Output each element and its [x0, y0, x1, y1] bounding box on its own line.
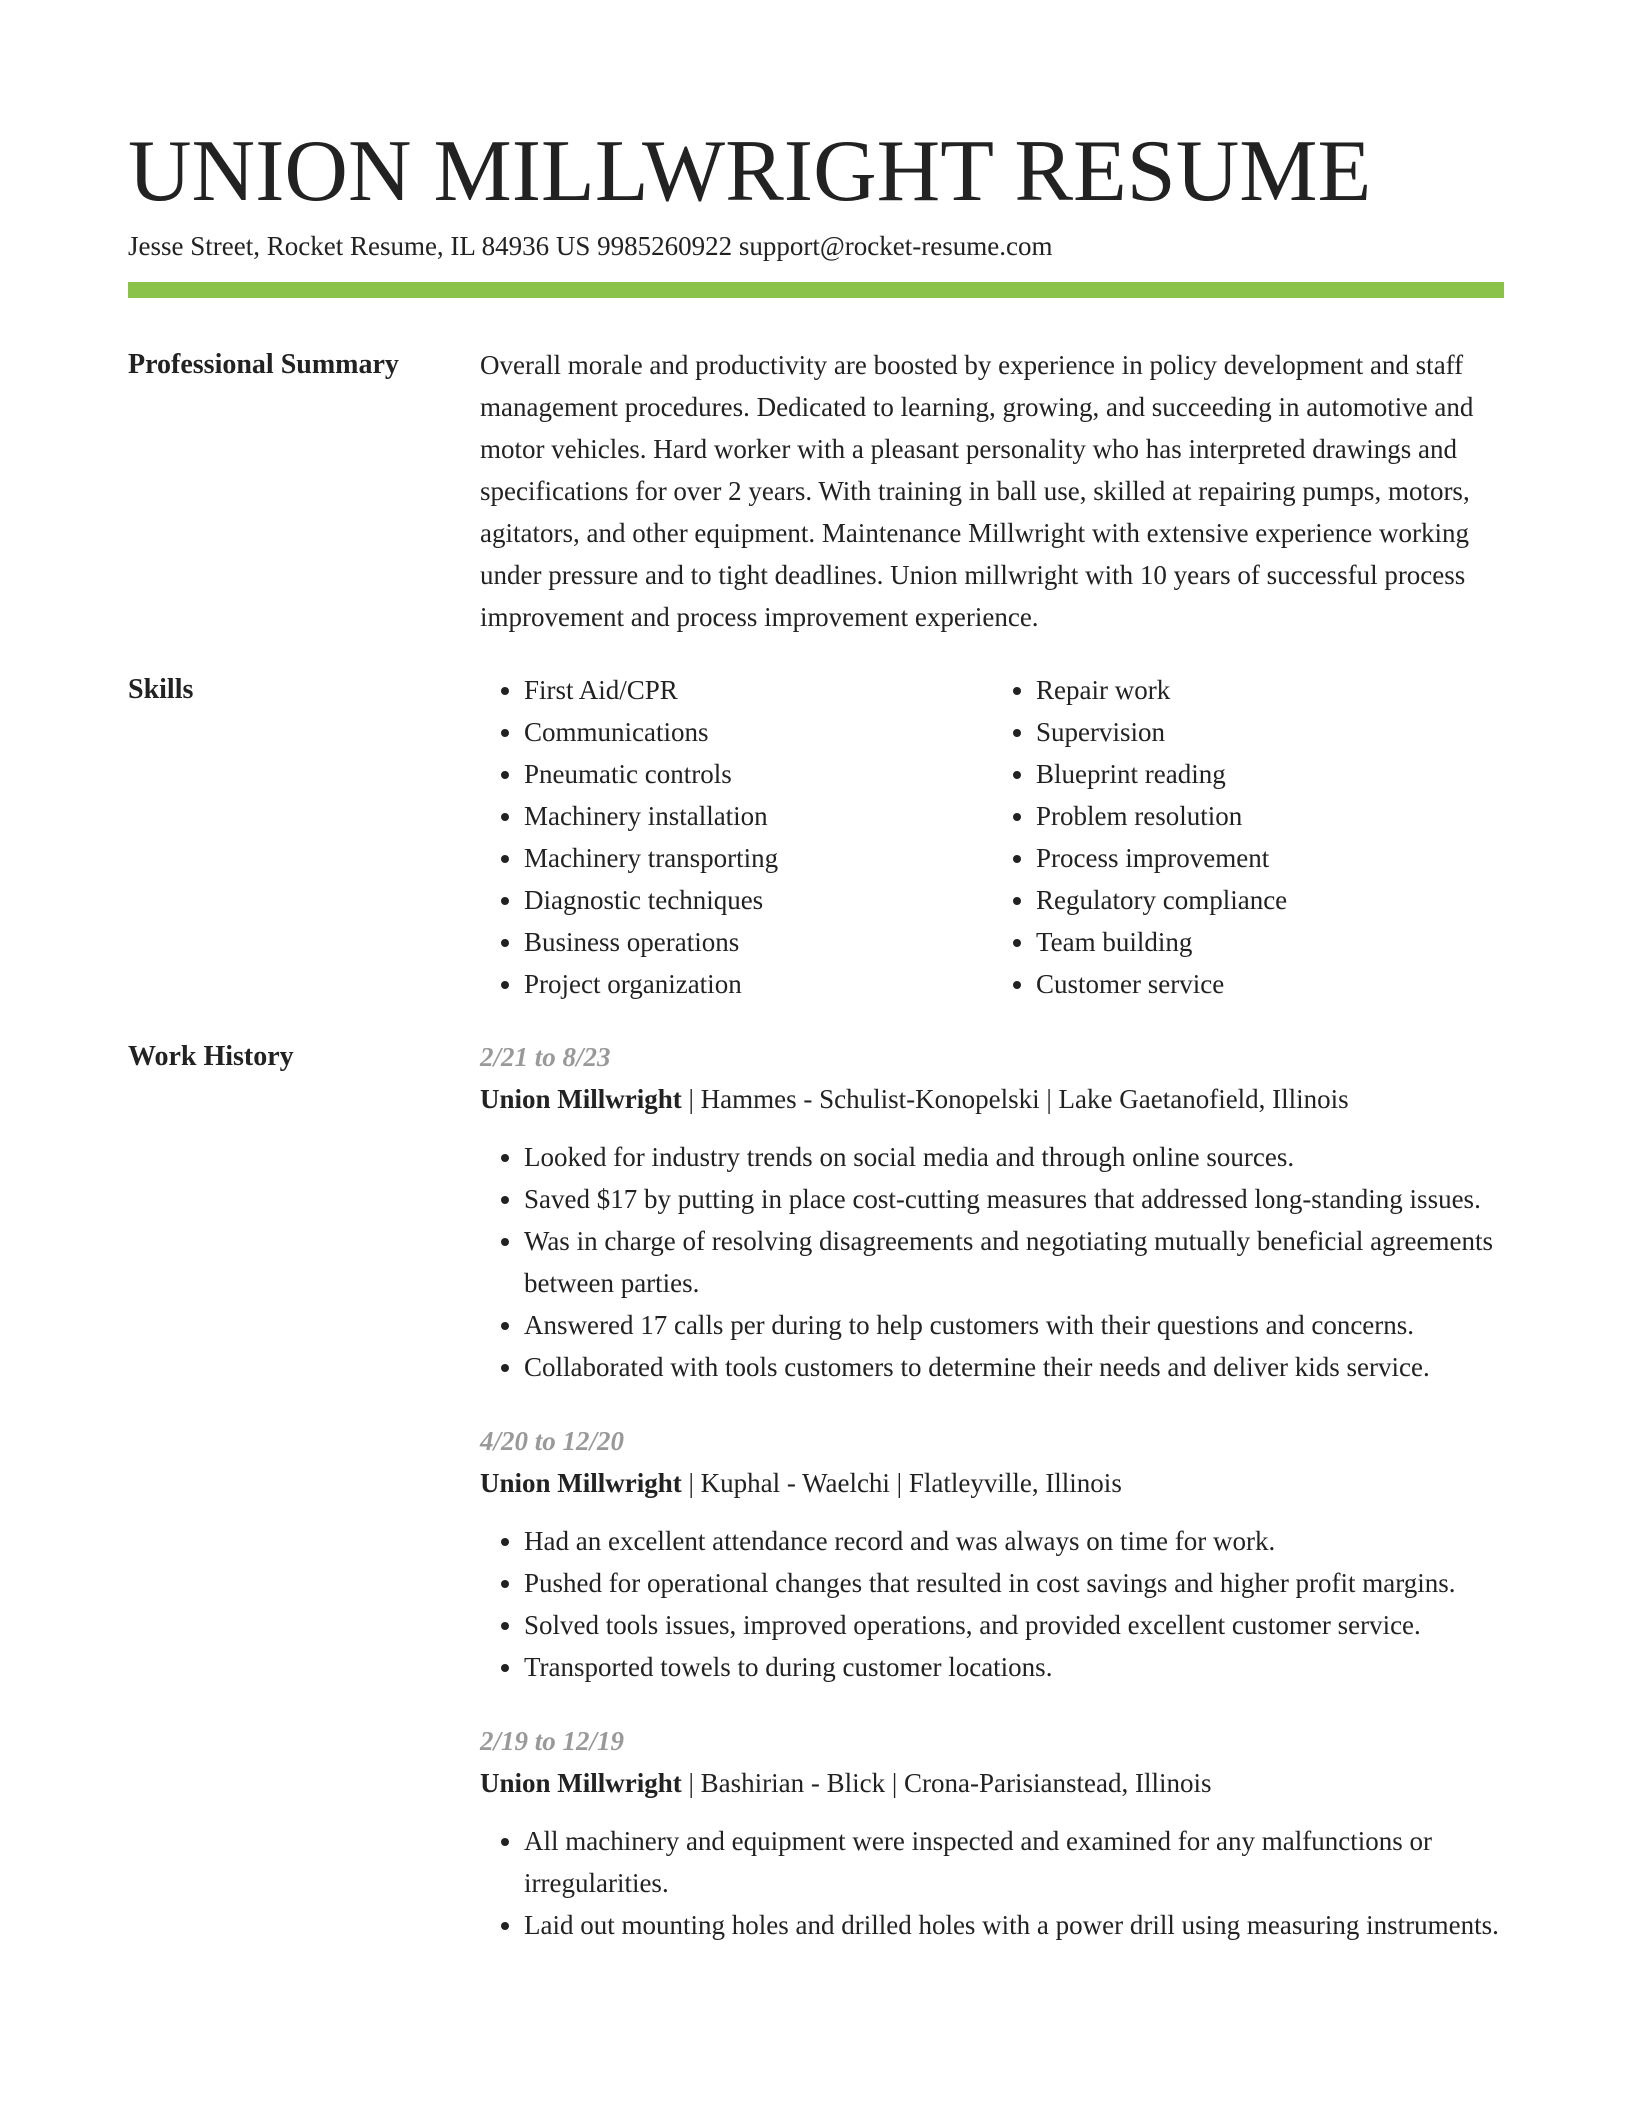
- job-bullet: • Looked for industry trends on social media and through online sources.: [524, 1136, 1504, 1178]
- job-bullet: • Laid out mounting holes and drilled holes with a power drill using measuring instruments.: [524, 1904, 1504, 1946]
- resume-title: UNION MILLWRIGHT RESUME: [128, 123, 1372, 220]
- job-bullet: • Had an excellent attendance record and was always on time for work.: [524, 1520, 1504, 1562]
- job-title: Union Millwright: [480, 1084, 682, 1114]
- skill-item: • Supervision: [1036, 711, 1504, 753]
- job-bullet: • Solved tools issues, improved operations, and provided excellent customer service.: [524, 1604, 1504, 1646]
- job-bullet: • Collaborated with tools customers to determine their needs and deliver kids service.: [524, 1346, 1504, 1388]
- skill-item: • Pneumatic controls: [524, 753, 992, 795]
- skills-list-left: [480, 669, 992, 1005]
- summary-heading: Professional Summary: [128, 349, 399, 380]
- job-bullet: • All machinery and equipment were inspected and examined for any malfunctions or irregularities.: [524, 1820, 1504, 1904]
- skill-item: • Team building: [1036, 921, 1504, 963]
- summary-text: Overall morale and productivity are boosted by experience in policy development and staff management procedures. Dedicated to learning, growing, and succeeding in automotive and motor vehicles. Hard worker with a pleasant personality who has interpreted drawings and specifications for over 2 years. With training in ball use, skilled at repairing pumps, motors, agitators, and other equipment. Maintenance Millwright with extensive experience working under pressure and to tight deadlines. Union millwright with 10 years of successful process improvement and process improvement experience.: [480, 350, 1474, 632]
- job-bullet-list: [480, 1820, 1504, 1946]
- skill-item: • First Aid/CPR: [524, 669, 992, 711]
- job-bullet: • Answered 17 calls per during to help customers with their questions and concerns.: [524, 1304, 1504, 1346]
- job-employer-location: | Bashirian - Blick | Crona-Parisianstead, Illinois: [681, 1768, 1212, 1798]
- summary-section: [128, 344, 1504, 638]
- job-employer-location: | Hammes - Schulist-Konopelski | Lake Gaetanofield, Illinois: [681, 1084, 1349, 1114]
- job-dates: 2/21 to 8/23: [480, 1042, 611, 1072]
- job-bullet-list: [480, 1520, 1504, 1688]
- skills-list-right: [992, 669, 1504, 1005]
- skill-item: • Machinery installation: [524, 795, 992, 837]
- job-employer-location: | Kuphal - Waelchi | Flatleyville, Illinois: [681, 1468, 1122, 1498]
- skills-columns: [480, 669, 1504, 1005]
- skill-item: • Customer service: [1036, 963, 1504, 1005]
- resume-page: [128, 120, 1504, 1978]
- skill-item: • Machinery transporting: [524, 837, 992, 879]
- skills-section: [128, 669, 1504, 1005]
- job-entry: [480, 1036, 1504, 1388]
- work-history-heading: Work History: [128, 1041, 294, 1072]
- job-bullet: • Transported towels to during customer locations.: [524, 1646, 1504, 1688]
- accent-divider: [128, 282, 1504, 298]
- skill-item: • Regulatory compliance: [1036, 879, 1504, 921]
- job-entry: [480, 1720, 1504, 1946]
- skill-item: • Repair work: [1036, 669, 1504, 711]
- job-dates: 2/19 to 12/19: [480, 1726, 625, 1756]
- job-heading: [480, 1078, 1504, 1120]
- skill-item: • Blueprint reading: [1036, 753, 1504, 795]
- job-title: Union Millwright: [480, 1768, 682, 1798]
- job-bullet: • Was in charge of resolving disagreements and negotiating mutually beneficial agreements between parties.: [524, 1220, 1504, 1304]
- job-dates: 4/20 to 12/20: [480, 1426, 625, 1456]
- skill-item: • Business operations: [524, 921, 992, 963]
- job-entry: [480, 1420, 1504, 1688]
- skill-item: • Communications: [524, 711, 992, 753]
- work-history-body: [480, 1036, 1504, 1978]
- job-heading: [480, 1462, 1504, 1504]
- job-bullet-list: [480, 1136, 1504, 1388]
- job-bullet: • Pushed for operational changes that resulted in cost savings and higher profit margins.: [524, 1562, 1504, 1604]
- job-bullet: • Saved $17 by putting in place cost-cutting measures that addressed long-standing issues.: [524, 1178, 1504, 1220]
- skills-heading: Skills: [128, 674, 194, 705]
- job-heading: [480, 1762, 1504, 1804]
- skill-item: • Process improvement: [1036, 837, 1504, 879]
- job-title: Union Millwright: [480, 1468, 682, 1498]
- skill-item: • Diagnostic techniques: [524, 879, 992, 921]
- contact-line: Jesse Street, Rocket Resume, IL 84936 US 9985260922 support@rocket-resume.com: [128, 231, 1053, 261]
- work-history-section: [128, 1036, 1504, 1978]
- skill-item: • Problem resolution: [1036, 795, 1504, 837]
- skill-item: • Project organization: [524, 963, 992, 1005]
